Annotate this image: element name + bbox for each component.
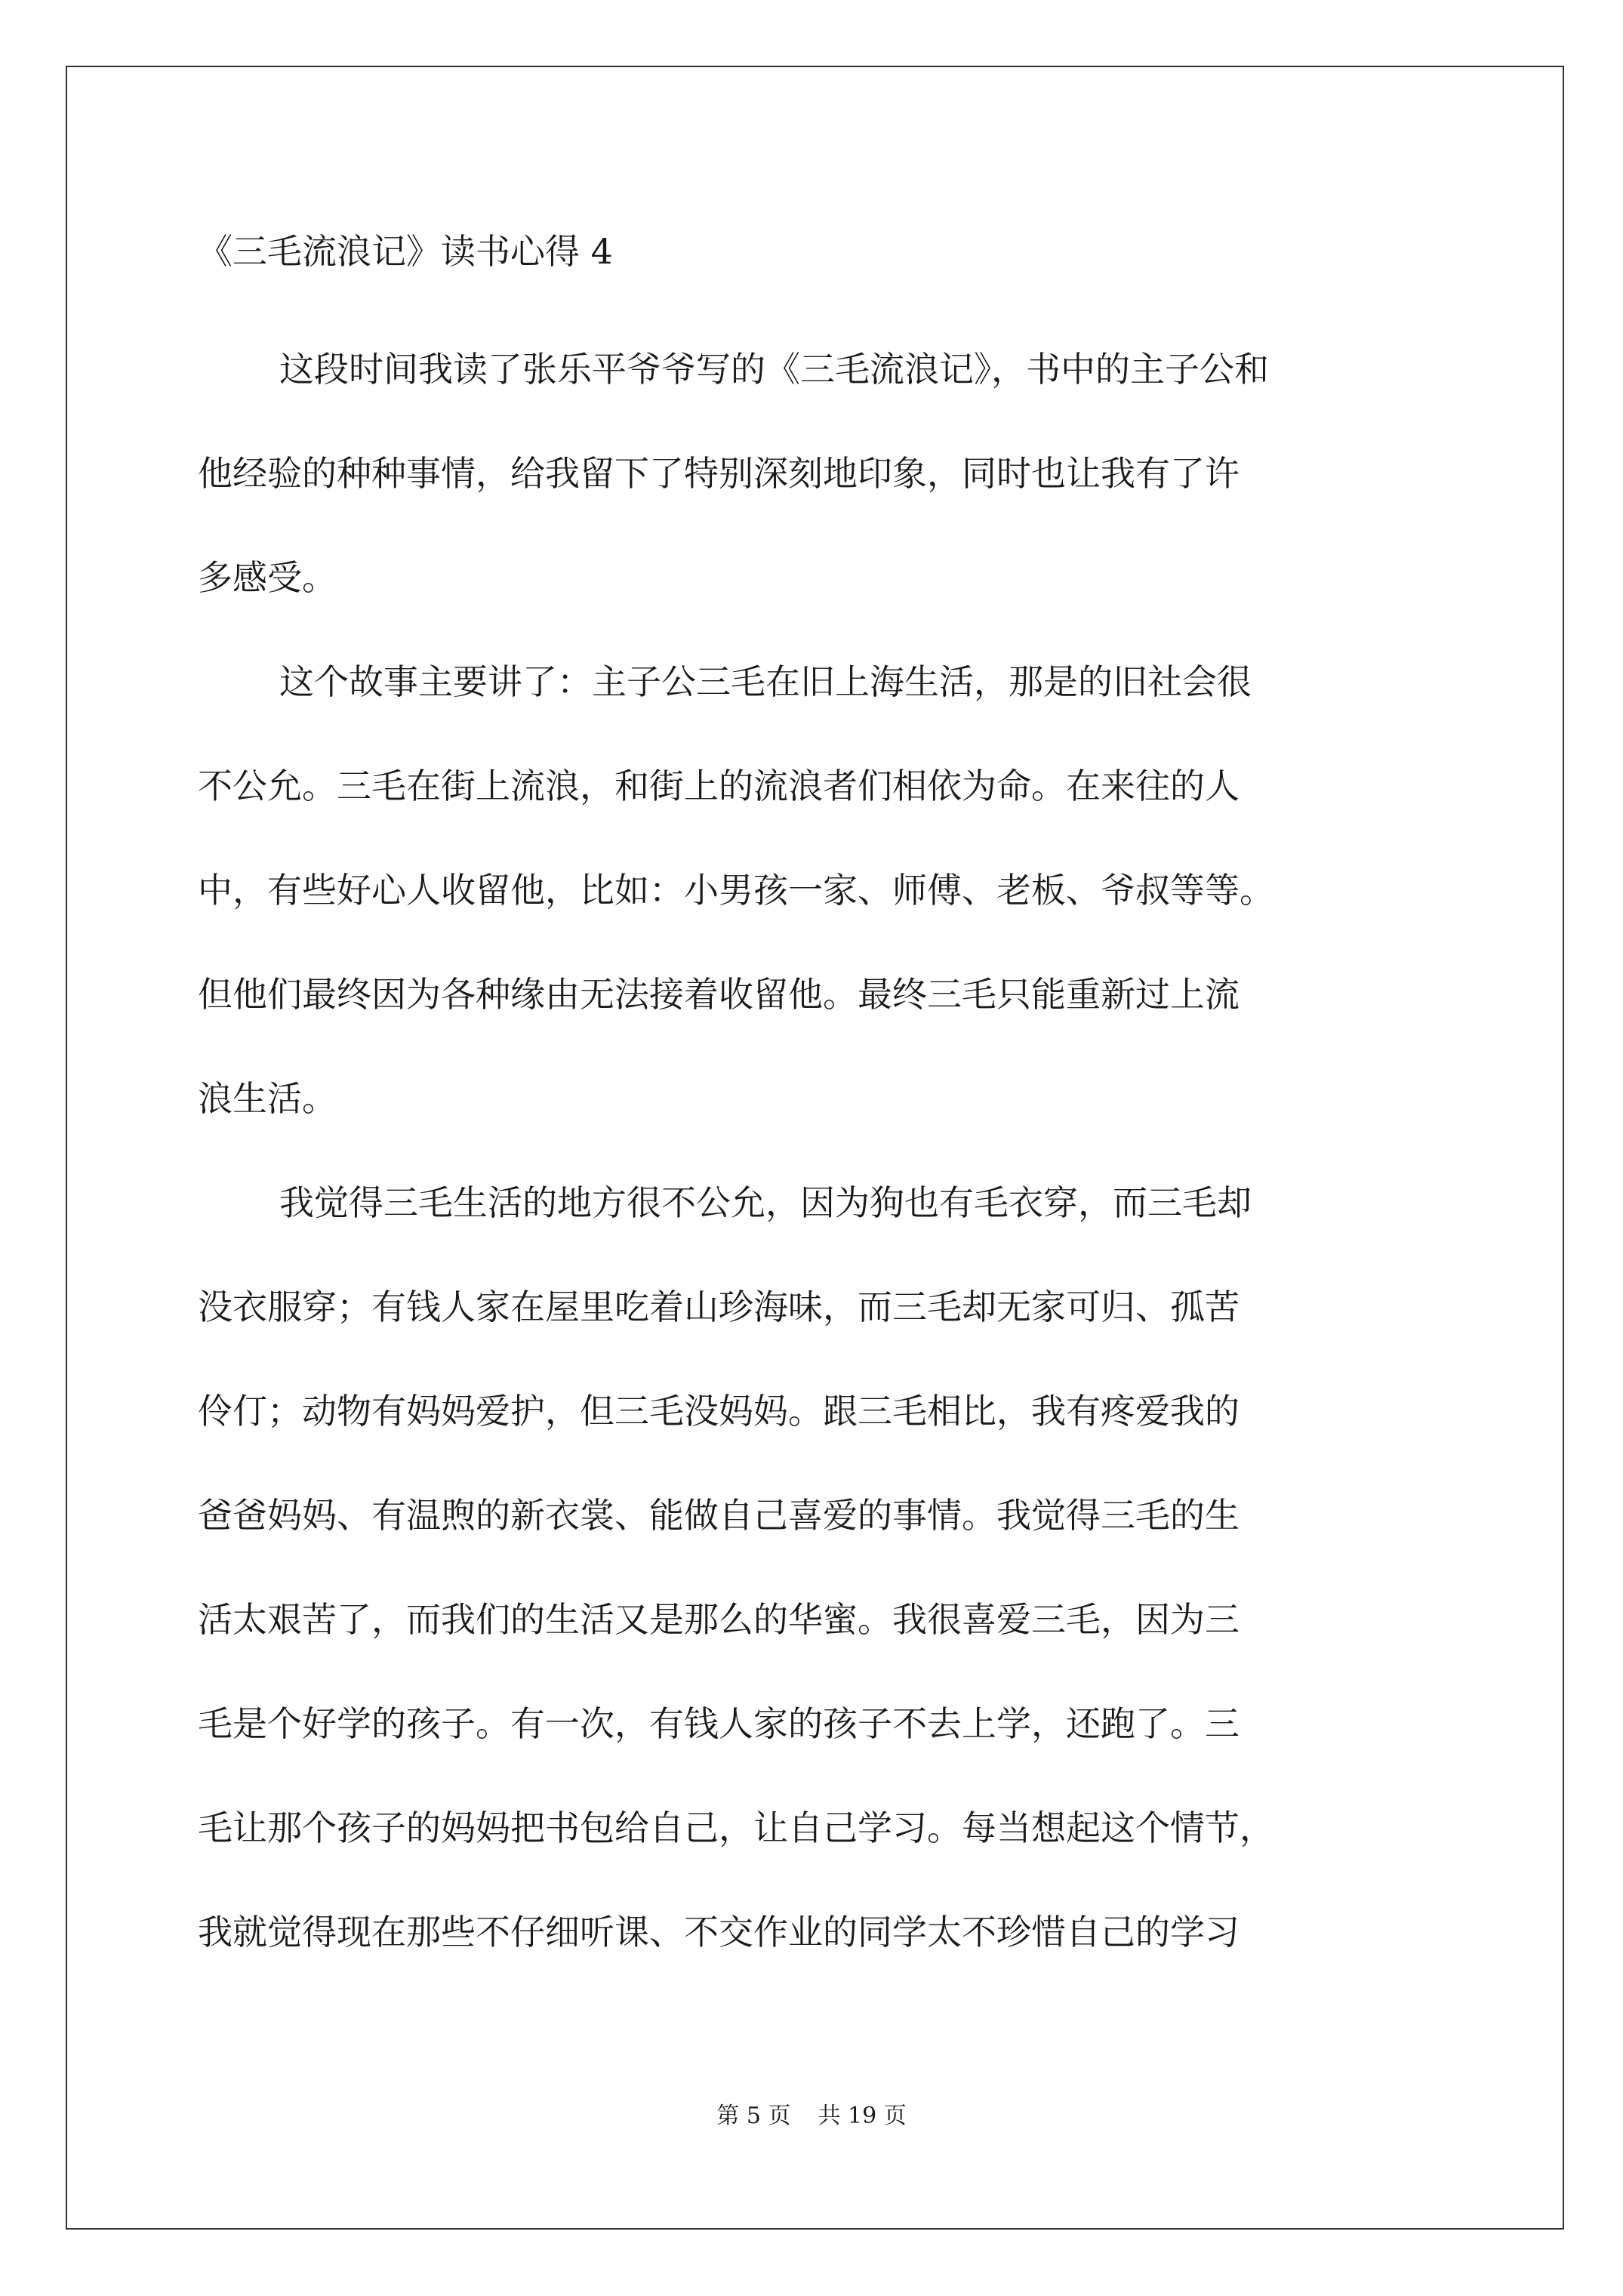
paragraph-line: 伶仃；动物有妈妈爱护，但三毛没妈妈。跟三毛相比，我有疼爱我的 [198, 1391, 1240, 1432]
document-title: 《三毛流浪记》读书心得 4 [198, 231, 613, 272]
page-number-current: 第 5 页 [716, 2103, 791, 2129]
document-body [198, 317, 1428, 1984]
paragraph-line: 多感受。 [198, 557, 337, 598]
paragraph-line: 不公允。三毛在街上流浪，和街上的流浪者们相依为命。在来往的人 [198, 766, 1240, 806]
paragraph-line: 浪生活。 [198, 1078, 337, 1119]
paragraph-line: 他经验的种种事情，给我留下了特别深刻地印象，同时也让我有了许 [198, 453, 1240, 494]
paragraph-line: 但他们最终因为各种缘由无法接着收留他。最终三毛只能重新过上流 [198, 974, 1240, 1015]
paragraph-line: 我就觉得现在那些不仔细听课、不交作业的同学太不珍惜自己的学习 [198, 1912, 1240, 1952]
paragraph-line: 没衣服穿；有钱人家在屋里吃着山珍海味，而三毛却无家可归、孤苦 [198, 1287, 1240, 1327]
paragraph-line: 爸爸妈妈、有温煦的新衣裳、能做自己喜爱的事情。我觉得三毛的生 [198, 1495, 1240, 1536]
page-number-total: 共 19 页 [818, 2103, 907, 2129]
paragraph-line: 这段时间我读了张乐平爷爷写的《三毛流浪记》，书中的主子公和 [279, 349, 1269, 390]
paragraph-line: 中，有些好心人收留他，比如：小男孩一家、师傅、老板、爷叔等等。 [198, 870, 1274, 911]
paragraph-line: 我觉得三毛生活的地方很不公允，因为狗也有毛衣穿，而三毛却 [279, 1182, 1252, 1223]
paragraph-line: 这个故事主要讲了：主子公三毛在旧上海生活，那是的旧社会很 [279, 661, 1252, 702]
page-footer [0, 2101, 1623, 2131]
paragraph-line: 毛让那个孩子的妈妈把书包给自己，让自己学习。每当想起这个情节， [198, 1808, 1274, 1848]
paragraph-line: 活太艰苦了，而我们的生活又是那么的华蜜。我很喜爱三毛，因为三 [198, 1599, 1240, 1640]
paragraph-line: 毛是个好学的孩子。有一次，有钱人家的孩子不去上学，还跑了。三 [198, 1703, 1240, 1744]
